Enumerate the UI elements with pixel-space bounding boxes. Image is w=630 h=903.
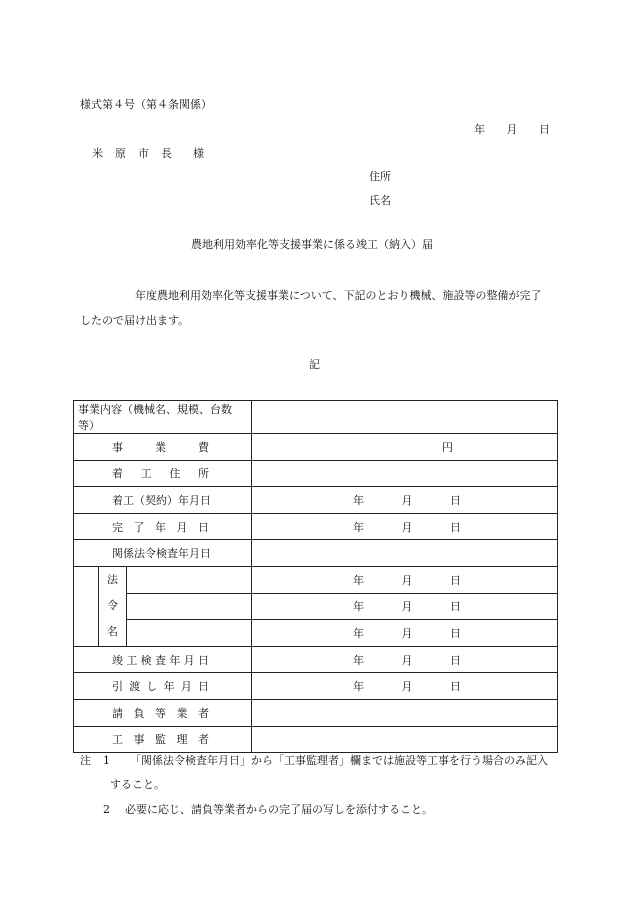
table-row-supervisor xyxy=(74,726,558,753)
vertical-char: 法 xyxy=(107,573,118,587)
label-contractor-cell xyxy=(74,699,252,726)
value-location[interactable] xyxy=(252,460,558,487)
ymd-year: 年 xyxy=(353,600,365,614)
body-line-2: したので届け出ます。 xyxy=(80,314,190,327)
label-char: 業 xyxy=(176,706,188,720)
value-law-inspection[interactable] xyxy=(252,540,558,567)
label-char: 負 xyxy=(133,706,145,720)
law-name-input[interactable] xyxy=(127,620,252,647)
label-char: 事 xyxy=(112,440,123,454)
label-char: 日 xyxy=(198,520,209,534)
label-char: 住 xyxy=(169,467,181,481)
label-content: 事業内容（機械名、規模、台数等） xyxy=(74,401,252,434)
table-row-content xyxy=(74,401,558,434)
date-year: 年 xyxy=(474,123,485,136)
label-char: 年 xyxy=(155,520,166,534)
value-complete[interactable] xyxy=(252,513,558,540)
label-char: 所 xyxy=(198,467,210,481)
label-char: 日 xyxy=(198,680,210,694)
name-label: 氏名 xyxy=(369,194,391,207)
value-handover[interactable] xyxy=(252,673,558,700)
table-row-law-2 xyxy=(74,593,558,620)
label-start: 着工（契約）年月日 xyxy=(74,487,252,514)
addressee-char: 米 xyxy=(92,147,103,160)
label-supervisor-cell xyxy=(74,726,252,753)
label-char: 業 xyxy=(155,440,167,454)
ymd-year: 年 xyxy=(353,520,365,534)
date-day: 日 xyxy=(539,123,550,136)
value-law-2[interactable] xyxy=(252,593,558,620)
label-char: 査 xyxy=(154,653,166,667)
note-1-line-2: すること。 xyxy=(110,778,165,791)
label-char: 事 xyxy=(133,733,145,747)
table-row-kansei xyxy=(74,646,558,673)
ymd-year: 年 xyxy=(353,493,365,507)
note-1-line-1: 「関係法令検査年月日」から「工事監理者」欄までは施設等工事を行う場合のみ記入 xyxy=(130,754,548,767)
value-law-1[interactable] xyxy=(252,566,558,593)
ki-heading: 記 xyxy=(309,358,320,371)
indent-cell xyxy=(74,566,99,646)
report-table xyxy=(73,400,558,753)
vertical-char: 名 xyxy=(107,625,118,639)
body-line-1: 年度農地利用効率化等支援事業について、下記のとおり機械、施設等の整備が完了 xyxy=(135,289,542,302)
ymd-year: 年 xyxy=(353,626,365,640)
label-char: 日 xyxy=(197,653,209,667)
law-name-input[interactable] xyxy=(127,566,252,593)
ymd-month: 月 xyxy=(401,680,413,694)
table-row-start xyxy=(74,487,558,514)
date-month: 月 xyxy=(506,123,518,136)
ymd-day: 日 xyxy=(450,520,462,534)
label-char: 渡 xyxy=(129,680,141,694)
table-row-complete xyxy=(74,513,558,540)
ymd-month: 月 xyxy=(401,520,413,534)
ymd-day: 日 xyxy=(450,600,462,614)
value-start[interactable] xyxy=(252,487,558,514)
label-char: 監 xyxy=(155,733,166,747)
label-char: 工 xyxy=(112,733,123,747)
addressee-char: 市 xyxy=(138,147,149,160)
label-char: 了 xyxy=(133,520,145,534)
table-row-handover xyxy=(74,673,558,700)
label-char: 者 xyxy=(198,706,209,720)
note-2-text: 必要に応じ、請負等業者からの完了届の写しを添付すること。 xyxy=(125,803,433,816)
label-char: 着 xyxy=(112,467,123,481)
label-char: 費 xyxy=(198,440,210,454)
vertical-char: 令 xyxy=(107,599,118,613)
ymd-month: 月 xyxy=(401,600,413,614)
addressee-honorific: 様 xyxy=(193,147,204,160)
ymd-month: 月 xyxy=(401,493,413,507)
addressee-char: 長 xyxy=(161,147,172,160)
table-row-location xyxy=(74,460,558,487)
label-char: 竣 xyxy=(112,653,123,667)
label-char: 完 xyxy=(112,520,123,534)
ymd-month: 月 xyxy=(401,653,413,667)
label-char: 理 xyxy=(176,733,188,747)
table-row-law-3 xyxy=(74,620,558,647)
ymd-year: 年 xyxy=(353,573,365,587)
value-content[interactable] xyxy=(252,401,558,434)
label-char: 請 xyxy=(112,706,123,720)
addressee xyxy=(92,147,172,161)
table-row-contractor xyxy=(74,699,558,726)
label-char: し xyxy=(146,680,158,694)
label-char: 月 xyxy=(183,653,195,667)
label-complete-cell xyxy=(74,513,252,540)
label-char: 者 xyxy=(198,733,209,747)
date-header xyxy=(474,123,550,137)
note-2-number: 2 xyxy=(103,803,110,816)
ymd-day: 日 xyxy=(450,680,462,694)
label-law-inspection: 関係法令検査年月日 xyxy=(74,540,252,567)
form-number: 様式第４号（第４条関係） xyxy=(80,98,212,111)
label-char: 月 xyxy=(176,520,188,534)
ymd-year: 年 xyxy=(353,653,365,667)
ymd-month: 月 xyxy=(401,573,413,587)
label-char: 工 xyxy=(140,467,152,481)
ymd-day: 日 xyxy=(450,493,462,507)
ymd-year: 年 xyxy=(353,680,365,694)
label-handover-cell xyxy=(74,673,252,700)
ymd-day: 日 xyxy=(450,626,462,640)
address-label: 住所 xyxy=(369,170,391,183)
value-kansei[interactable] xyxy=(252,646,558,673)
table-row-cost xyxy=(74,434,558,461)
label-char: 年 xyxy=(163,680,175,694)
value-supervisor[interactable] xyxy=(252,726,558,753)
ymd-day: 日 xyxy=(450,573,462,587)
note-1-number: 1 xyxy=(103,754,110,767)
ymd-day: 日 xyxy=(450,653,462,667)
label-char: 等 xyxy=(155,706,166,720)
label-location-cell xyxy=(74,460,252,487)
table-row-law-1 xyxy=(74,566,558,593)
label-char: 検 xyxy=(140,653,152,667)
value-cost[interactable]: 円 xyxy=(252,434,558,461)
label-cost-cell xyxy=(74,434,252,461)
document-title: 農地利用効率化等支援事業に係る竣工（納入）届 xyxy=(191,238,433,251)
notes-label: 注 xyxy=(80,754,91,767)
label-char: 月 xyxy=(180,680,192,694)
label-char: 年 xyxy=(169,653,181,667)
law-name-vertical xyxy=(99,566,127,646)
label-char: 工 xyxy=(126,653,138,667)
law-name-input[interactable] xyxy=(127,593,252,620)
addressee-char: 原 xyxy=(115,147,126,160)
label-kansei-cell xyxy=(74,646,252,673)
value-law-3[interactable] xyxy=(252,620,558,647)
value-contractor[interactable] xyxy=(252,699,558,726)
table-row-law-inspection xyxy=(74,540,558,567)
label-char: 引 xyxy=(112,680,123,694)
ymd-month: 月 xyxy=(401,626,413,640)
